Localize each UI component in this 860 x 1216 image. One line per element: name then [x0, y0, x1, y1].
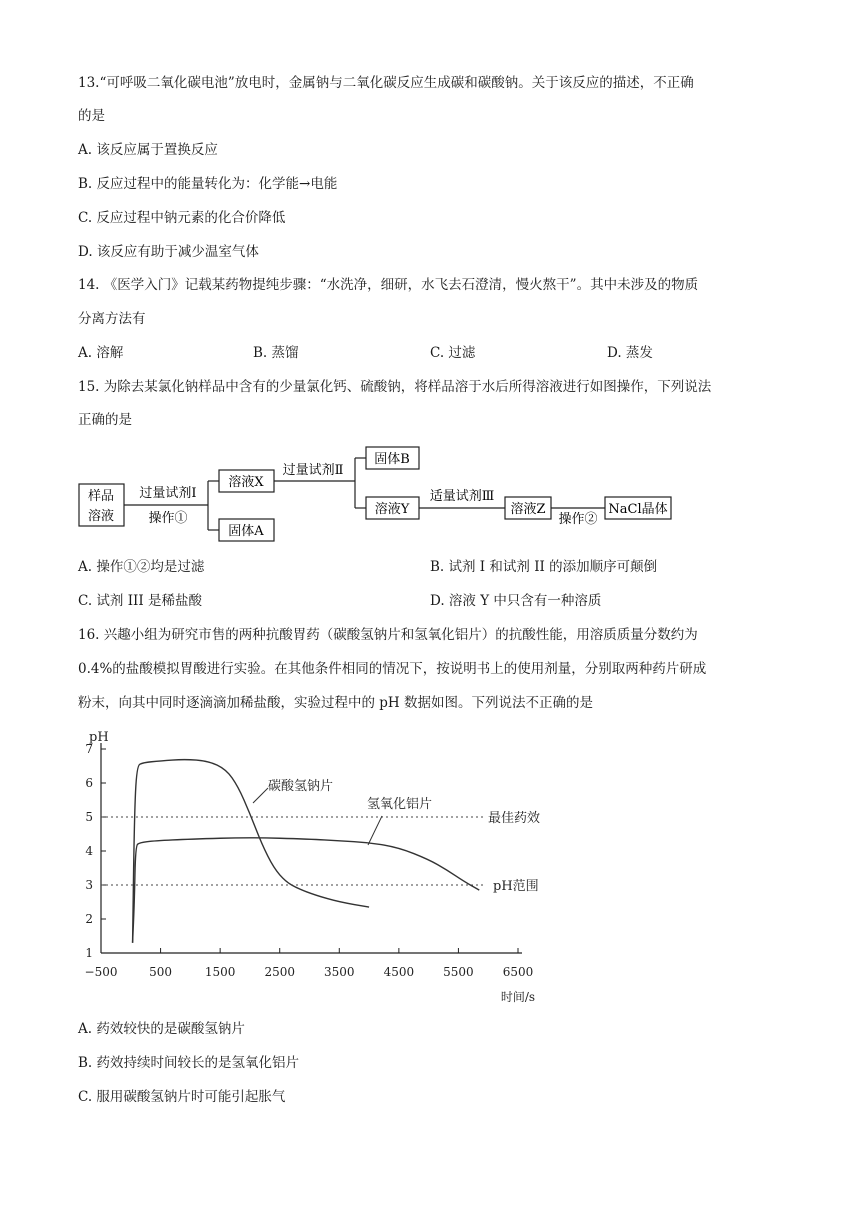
reference-line-label: 最佳药效 [488, 811, 541, 826]
x-tick-label: 4500 [383, 965, 415, 979]
x-tick-label: −500 [84, 965, 118, 979]
op1-label: 操作① [148, 511, 188, 526]
solution-x-label: 溶液X [228, 475, 264, 490]
q16-option-b: B. 药效持续时间较长的是氢氧化铝片 [78, 1055, 300, 1071]
q15-stem-line1: 15. 为除去某氯化钠样品中含有的少量氯化钙、硫酸钠，将样品溶于水后所得溶液进行如图操作，下列说法 [78, 379, 712, 395]
reagent2-label: 过量试剂Ⅱ [282, 463, 344, 478]
y-tick-label: 2 [85, 912, 93, 926]
q16-stem-line1: 16. 兴趣小组为研究市售的两种抗酸胃药（碳酸氢钠片和氢氧化铝片）的抗酸性能，用溶质质量分数约为 [78, 627, 698, 643]
y-tick-label: 1 [85, 946, 93, 960]
q14-stem-line1: 14. 《医学入门》记载某药物提纯步骤：“水洗净，细研，水飞去石澄清，慢火熬干”。其中未涉及的物质 [78, 277, 699, 293]
nacl-label: NaCl晶体 [608, 502, 668, 517]
q15-option-d: D. 溶液 Y 中只含有一种溶质 [430, 593, 602, 609]
x-tick-label: 2500 [264, 965, 295, 979]
q14-option-d: D. 蒸发 [607, 345, 653, 361]
x-tick-label: 500 [149, 965, 173, 979]
sample-label-2: 溶液 [87, 509, 115, 524]
reagent1-label: 过量试剂Ⅰ [139, 486, 197, 501]
q16-stem-line2: 0.4%的盐酸模拟胃酸进行实验。在其他条件相同的情况下，按说明书上的使用剂量，分别取两种药片研成 [78, 661, 707, 677]
y-tick-label: 4 [85, 844, 93, 858]
solid-a-label: 固体A [228, 524, 264, 539]
x-tick-label: 3500 [324, 965, 355, 979]
series-callout-line [253, 788, 268, 803]
op2-label: 操作② [558, 512, 598, 527]
q16-stem-line3: 粉末，向其中同时逐滴滴加稀盐酸，实验过程中的 pH 数据如图。下列说法不正确的是 [78, 695, 593, 711]
q13-stem-line1: 13.“可呼吸二氧化碳电池”放电时，金属钠与二氧化碳反应生成碳和碳酸钠。关于该反应的描述，不正确 [78, 75, 694, 91]
q15-option-c: C. 试剂 III 是稀盐酸 [78, 593, 203, 609]
q14-option-c: C. 过滤 [430, 345, 476, 361]
y-axis-label: pH [89, 730, 109, 745]
q13-stem-line2: 的是 [78, 108, 105, 124]
x-axis-label: 时间/s [500, 990, 536, 1004]
series-line-aluminum-hydroxide [133, 838, 480, 943]
y-tick-label: 5 [85, 810, 93, 824]
y-tick-label: 3 [85, 878, 93, 892]
series-callout-line [368, 816, 382, 845]
q13-option-b: B. 反应过程中的能量转化为：化学能→电能 [78, 176, 338, 192]
series-line-sodium-bicarbonate [133, 760, 369, 943]
reagent3-label: 适量试剂Ⅲ [429, 489, 495, 504]
q13-option-d: D. 该反应有助于减少温室气体 [78, 244, 259, 260]
reference-line-label: pH范围 [493, 879, 539, 894]
x-tick-label: 1500 [204, 965, 236, 979]
series-label-aluminum-hydroxide: 氢氧化铝片 [367, 797, 433, 812]
q13-option-a: A. 该反应属于置换反应 [78, 142, 218, 158]
y-tick-label: 7 [85, 742, 93, 756]
sample-label-1: 样品 [87, 489, 115, 504]
q15-option-a: A. 操作①②均是过滤 [78, 559, 205, 575]
q14-stem-line2: 分离方法有 [78, 311, 146, 327]
x-tick-label: 6500 [502, 965, 534, 979]
q13-option-c: C. 反应过程中钠元素的化合价降低 [78, 210, 286, 226]
q15-stem-line2: 正确的是 [78, 412, 132, 428]
q16-option-c: C. 服用碳酸氢钠片时可能引起胀气 [78, 1089, 286, 1105]
solution-z-label: 溶液Z [510, 502, 546, 517]
q16-option-a: A. 药效较快的是碳酸氢钠片 [78, 1021, 245, 1037]
y-tick-label: 6 [85, 776, 93, 790]
q14-option-b: B. 蒸馏 [253, 345, 299, 361]
q15-option-b: B. 试剂 I 和试剂 II 的添加顺序可颠倒 [430, 559, 658, 575]
x-tick-label: 5500 [443, 965, 474, 979]
q14-option-a: A. 溶解 [78, 345, 124, 361]
solid-b-label: 固体B [374, 452, 410, 467]
series-label-sodium-bicarbonate: 碳酸氢钠片 [268, 779, 334, 794]
solution-y-label: 溶液Y [374, 502, 410, 517]
